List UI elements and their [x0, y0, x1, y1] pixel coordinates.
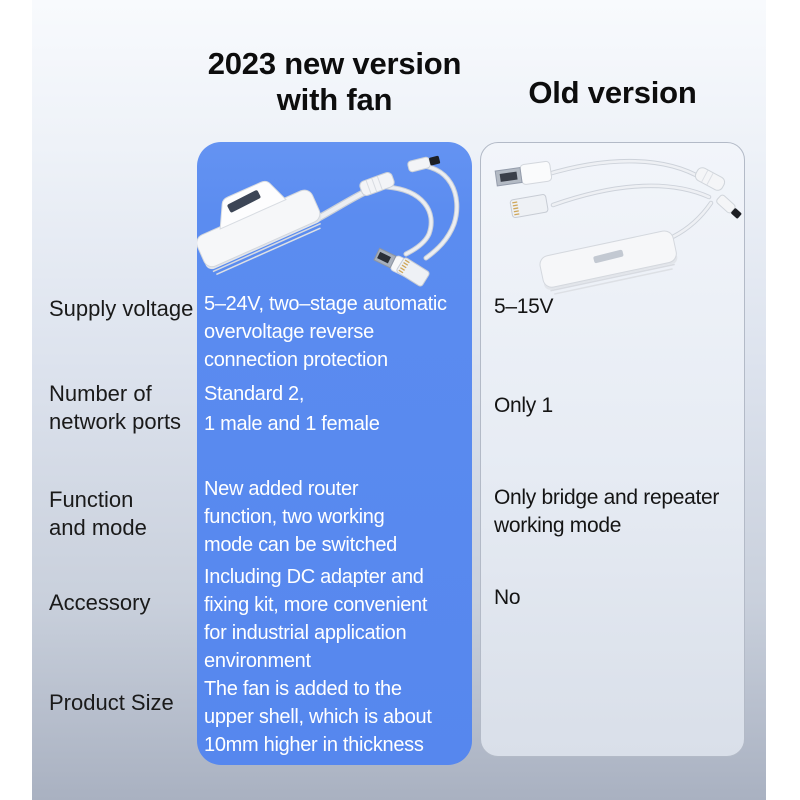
- rj45-connector: [510, 194, 549, 218]
- new-value-supply-voltage: 5–24V, two–stage automatic overvoltage reverse connection protection: [204, 293, 447, 371]
- new-version-title-line1: 2023 new version: [207, 46, 462, 81]
- old-value-supply-voltage: 5–15V: [494, 295, 554, 318]
- old-value-network-ports: Only 1: [494, 394, 553, 417]
- row-label-accessory: Accessory: [49, 590, 151, 615]
- row-label-function-mode: Function and mode: [49, 487, 147, 540]
- device-body: [538, 229, 679, 295]
- new-value-function-mode: New added router function, two working mode can be switched: [204, 478, 398, 556]
- new-value-product-size: The fan is added to the upper shell, which is about 10mm higher in thickness: [204, 678, 432, 756]
- dc-coupler: [693, 166, 726, 192]
- old-version-panel: [480, 142, 745, 757]
- row-label-product-size: Product Size: [49, 690, 174, 715]
- gradient-background: [32, 0, 766, 800]
- old-device-illustration: [481, 143, 744, 308]
- usb-connector: [495, 161, 552, 188]
- rj45-coupler: [358, 171, 395, 197]
- row-label-supply-voltage: Supply voltage: [49, 296, 194, 321]
- new-version-title-line2: with fan: [276, 82, 393, 117]
- old-version-title: Old version: [528, 75, 697, 110]
- cables: [545, 161, 711, 249]
- new-version-title: [197, 46, 472, 118]
- device-body: [197, 165, 326, 277]
- old-value-function-mode: Only bridge and repeater working mode: [494, 486, 720, 537]
- new-value-accessory: Including DC adapter and fixing kit, more convenient for industrial application environment: [204, 566, 428, 672]
- new-value-network-ports: Standard 2, 1 male and 1 female: [204, 383, 380, 435]
- old-value-accessory: No: [494, 586, 521, 609]
- new-device-illustration: [197, 142, 472, 297]
- dc-plug: [715, 194, 742, 220]
- row-label-network-ports: Number of network ports: [49, 381, 182, 434]
